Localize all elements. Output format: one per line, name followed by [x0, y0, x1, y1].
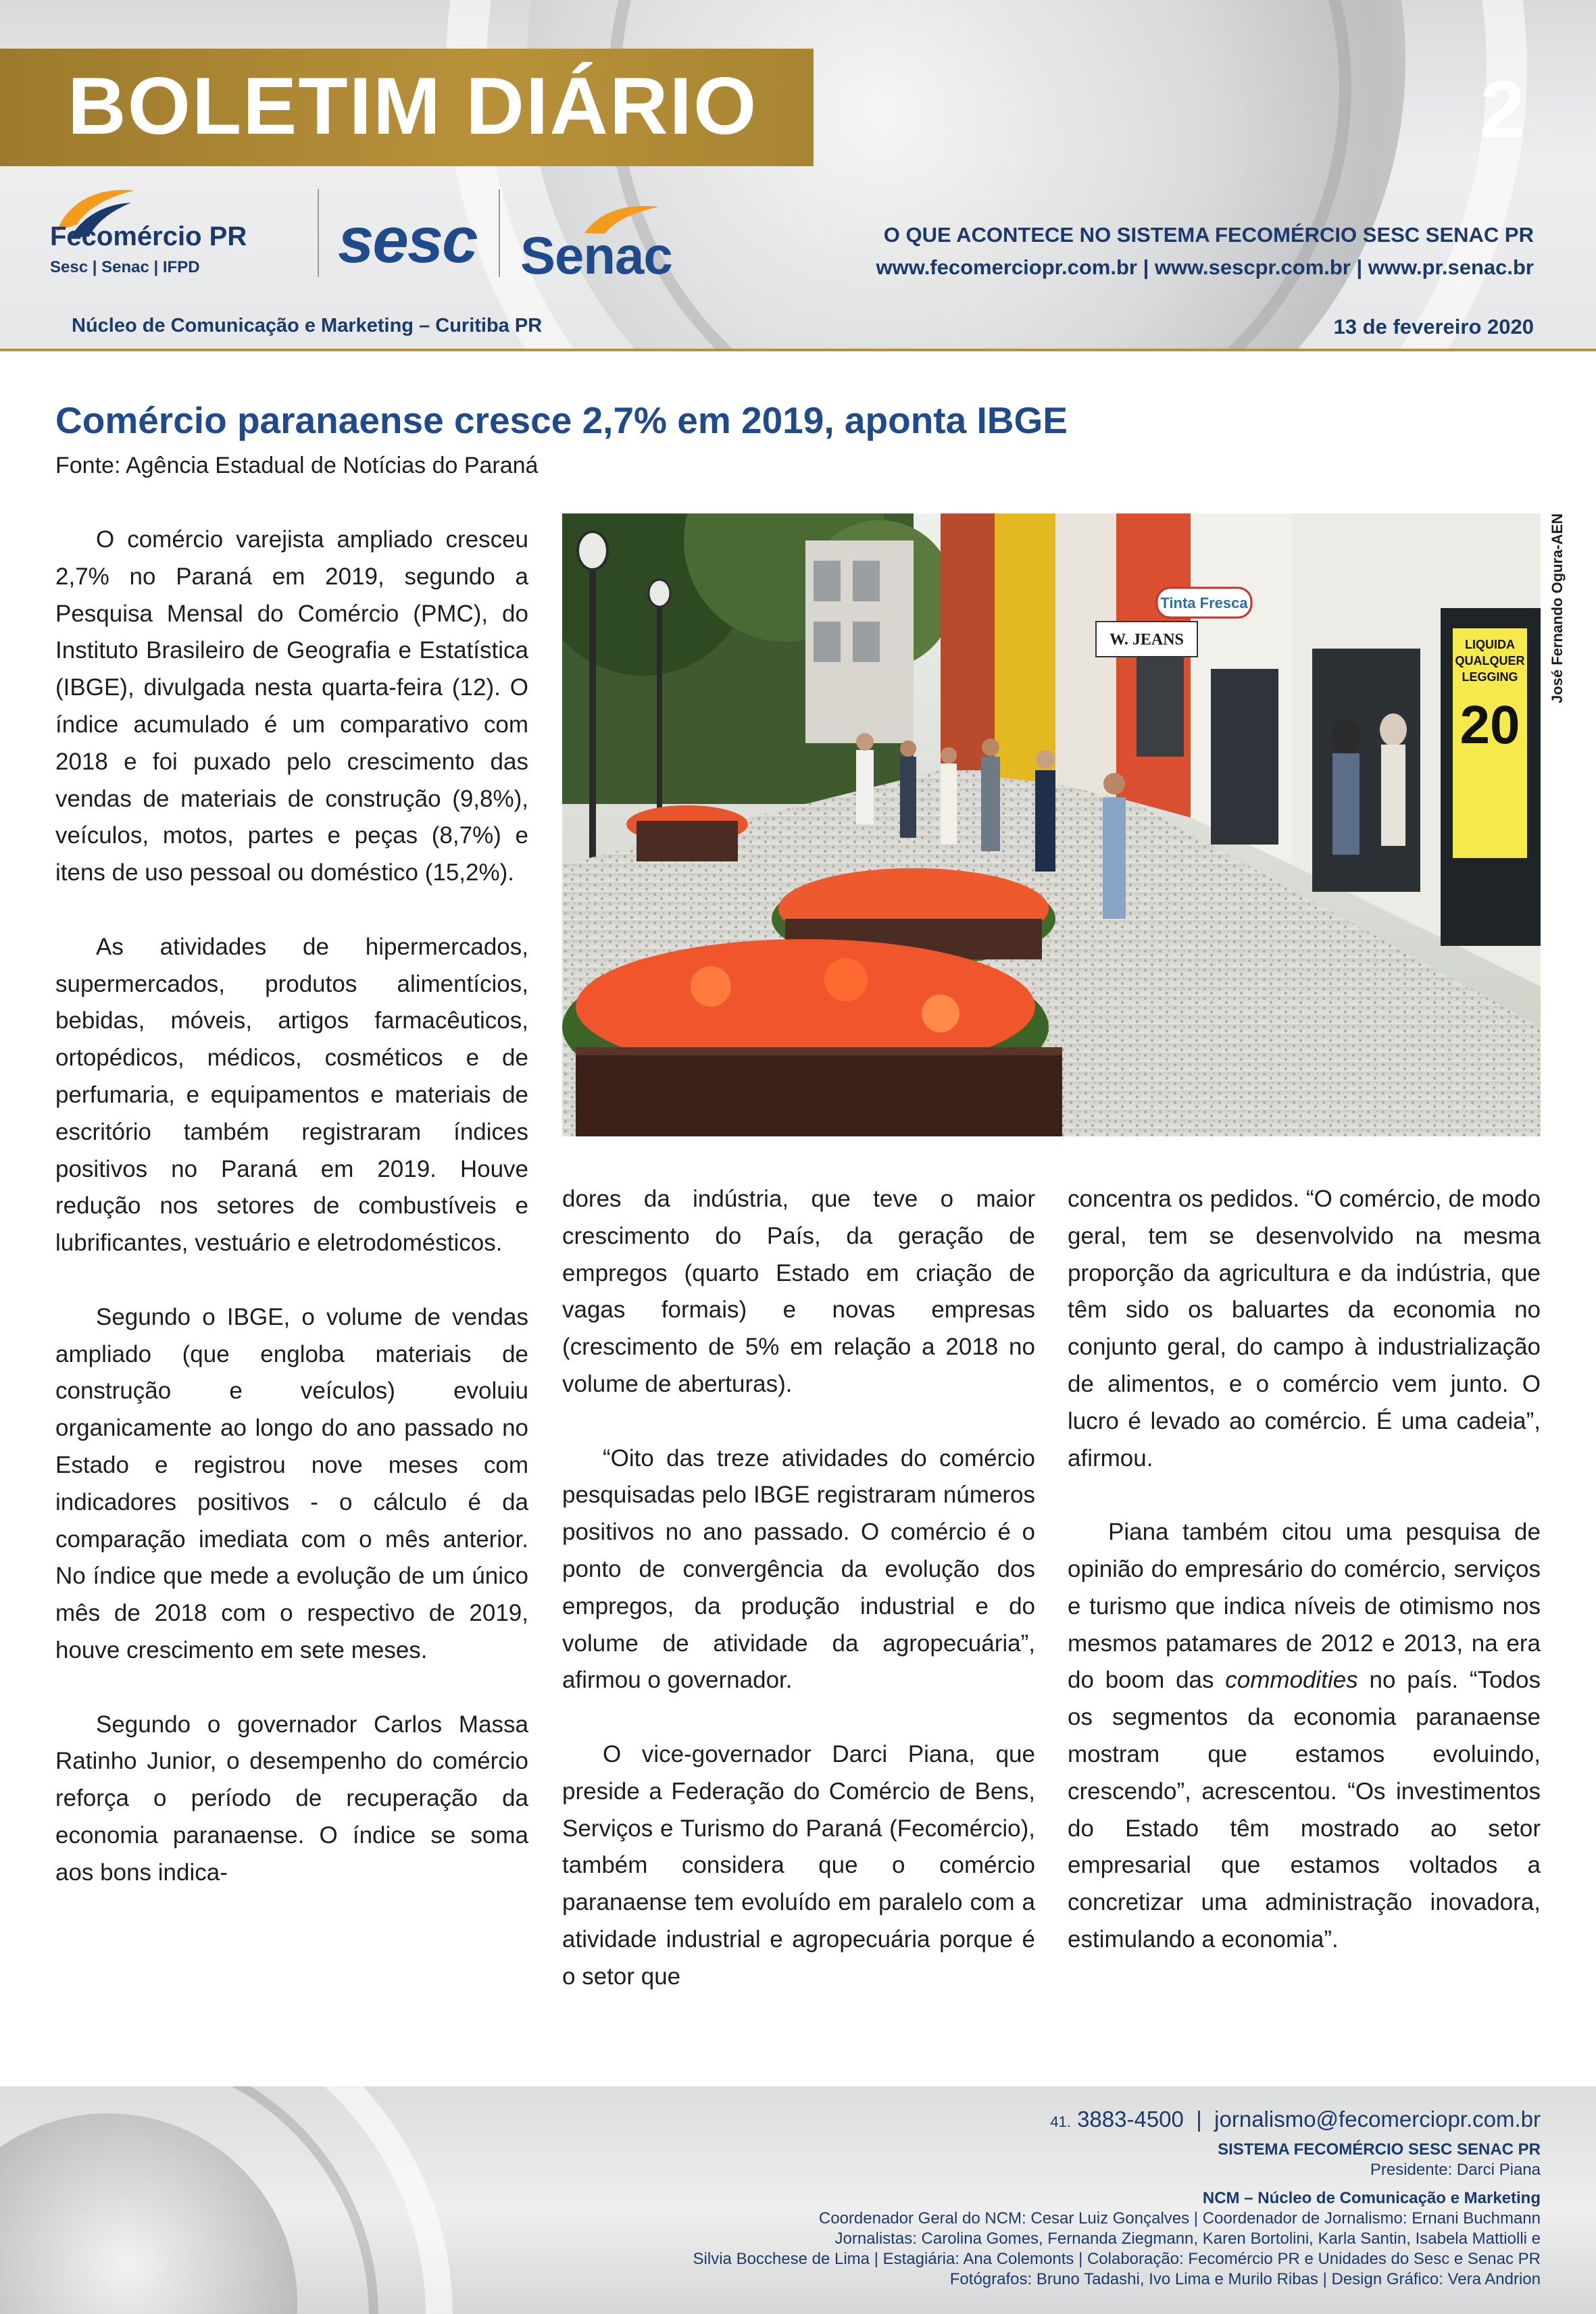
footer-ncm: NCM – Núcleo de Comunicação e Marketing — [1202, 2189, 1541, 2207]
footer-organization: SISTEMA FECOMÉRCIO SESC SENAC PR — [1218, 2140, 1541, 2159]
bulletin-title: BOLETIM DIÁRIO — [68, 61, 758, 151]
footer-credits-line: Silvia Bocchese de Lima | Estagiária: Ana Colemonts | Colaboração: Fecomércio PR e Unidades do Sesc e Senac PR — [693, 2250, 1541, 2268]
email-link[interactable]: jornalismo@fecomerciopr.com.br — [1214, 2107, 1541, 2132]
tinta-fresca-sign — [1157, 588, 1251, 618]
logo-divider — [499, 189, 500, 277]
paragraph-text: no país. “Todos os segmentos da economia paranaense mostram que estamos evoluindo, crescendo”, acrescentou. “Os investimentos do Estado têm mostrado ao setor empresarial que estamos voltados a concretizar uma administração inovadora, estimulando a economia”. — [1068, 1667, 1541, 1953]
senac-logo-name: Senac — [520, 226, 672, 285]
street-photo — [562, 513, 1541, 1136]
paragraph: Segundo o governador Carlos Massa Ratinho Junior, o desempenho do comércio reforça o período de recuperação da economia paranaense. O índice se soma aos bons indica- — [55, 1711, 528, 1886]
svg-text:20: 20 — [1460, 695, 1520, 755]
paragraph — [1068, 1514, 1541, 1959]
paragraph: O comércio varejista ampliado cresceu 2,7% no Paraná em 2019, segundo a Pesquisa Mensal do Comércio (PMC), do Instituto Brasileiro de Geografia e Estatística (IBGE), divulgada nesta quarta-feira (12). O índice acumulado é um comparativo com 2018 e foi puxado pelo crescimento das vendas de materiais de construção (9,8%), veículos, motos, partes e peças (8,7%) e itens de uso pessoal ou doméstico (15,2%). — [55, 526, 528, 886]
footer-contact — [1050, 2107, 1541, 2132]
issue-date: 13 de fevereiro 2020 — [1333, 315, 1534, 338]
page-number: 2 — [1480, 64, 1525, 155]
flower-planter — [562, 939, 1062, 1136]
paragraph: Segundo o IBGE, o volume de vendas ampliado (que engloba materiais de construção e veículos) evoluiu organicamente ao longo do ano passado no Estado e registrou nove meses com indicadores positivos - o cálculo é da comparação imediata com o mês anterior. No índice que mede a evolução de um único mês de 2018 com o respectivo de 2019, houve crescimento em sete meses. — [55, 1303, 528, 1663]
paragraph-text: Piana também citou uma pesquisa de opinião do empresário do comércio, serviços e turismo que indica níveis de otimismo nos mesmos patamares de 2012 e 2013, na era do boom das — [1068, 1519, 1541, 1694]
footer-president: Presidente: Darci Piana — [1370, 2161, 1541, 2179]
paragraph: O vice-governador Darci Piana, que preside a Federação do Comércio de Bens, Serviços e Turismo do Paraná (Fecomércio), também considera que o comércio paranaense tem evoluído em paralelo com a atividade industrial e agropecuária porque é o setor que — [562, 1740, 1035, 1990]
paragraph: dores da indústria, que teve o maior crescimento do País, da geração de empregos (quarto Estado em criação de vagas formais) e novas empresas (crescimento de 5% em relação a 2018 no volume de aberturas). — [562, 1186, 1035, 1397]
masthead — [0, 0, 1596, 351]
phone-area-code: 41. — [1050, 2113, 1071, 2130]
header-divider — [0, 349, 1596, 351]
article-source: Fonte: Agência Estadual de Notícias do Paraná — [55, 453, 539, 478]
sesc-logo: sesc — [338, 204, 477, 276]
svg-text:LEGGING: LEGGING — [1462, 670, 1518, 684]
photo-credit: José Fernando Ogura-AEN — [1549, 513, 1566, 704]
article-column-1 — [55, 522, 528, 1928]
phone-number: 3883-4500 — [1077, 2107, 1184, 2132]
fecomercio-logo-subtitle: Sesc | Senac | IFPD — [50, 258, 200, 276]
fecomercio-logo — [50, 184, 293, 285]
tagline: O QUE ACONTECE NO SISTEMA FECOMÉRCIO SESC SENAC PR — [883, 223, 1534, 247]
street-photo-illustration — [562, 513, 1541, 1136]
websites: www.fecomerciopr.com.br | www.sescpr.com.br | www.pr.senac.br — [876, 255, 1534, 279]
svg-text:W. JEANS: W. JEANS — [1109, 631, 1184, 649]
paragraph: “Oito das treze atividades do comércio pesquisadas pelo IBGE registraram números positivos no ano passado. O comércio é o ponto de convergência da evolução dos empregos, da produção industrial e do volume de atividade da agropecuária”, afirmou o governador. — [562, 1444, 1035, 1694]
footer-credits-line: Coordenador Geral do NCM: Cesar Luiz Gonçalves | Coordenador de Jornalismo: Ernani Buchmann — [818, 2209, 1541, 2228]
logo-divider — [318, 189, 319, 277]
svg-text:Tinta Fresca: Tinta Fresca — [1160, 595, 1248, 611]
sale-sign — [1453, 628, 1527, 858]
svg-text:LIQUIDA: LIQUIDA — [1465, 638, 1515, 651]
senac-logo — [520, 203, 682, 284]
fecomercio-logo-name: Fecomércio PR — [50, 222, 247, 251]
article-column-3 — [1068, 1181, 1541, 1996]
paragraph: As atividades de hipermercados, supermercados, produtos alimentícios, bebidas, móveis, artigos farmacêuticos, ortopédicos, médicos, cosméticos e de perfumaria, e equipamentos e materiais de escritório também registraram índices positivos no Paraná em 2019. Houve redução nos setores de combustíveis e lubrificantes, vestuário e eletrodomésticos. — [55, 933, 528, 1257]
svg-text:QUALQUER: QUALQUER — [1455, 654, 1525, 668]
paragraph: concentra os pedidos. “O comércio, de modo geral, tem se desenvolvido na mesma proporção da agricultura e da indústria, que têm sido os baluartes da economia no conjunto geral, do campo à industrialização de alimentos, e o comércio vem junto. O lucro é levado ao comércio. É uma cadeia”, afirmou. — [1068, 1186, 1541, 1472]
department-line: Núcleo de Comunicação e Marketing – Curitiba PR — [72, 315, 543, 336]
italic-term: commodities — [1225, 1667, 1358, 1694]
article-headline: Comércio paranaense cresce 2,7% em 2019, aponta IBGE — [55, 399, 1068, 441]
w-jeans-sign — [1096, 622, 1197, 657]
footer-credits-line: Jornalistas: Carolina Gomes, Fernanda Ziegmann, Karen Bortolini, Karla Santin, Isabela Mattiolli e — [834, 2230, 1541, 2248]
separator: | — [1190, 2107, 1208, 2132]
flower-planter — [626, 805, 748, 861]
footer-credits-line: Fotógrafos: Bruno Tadashi, Ivo Lima e Murilo Ribas | Design Gráfico: Vera Andrion — [949, 2270, 1541, 2288]
article-column-2 — [562, 1181, 1035, 2032]
